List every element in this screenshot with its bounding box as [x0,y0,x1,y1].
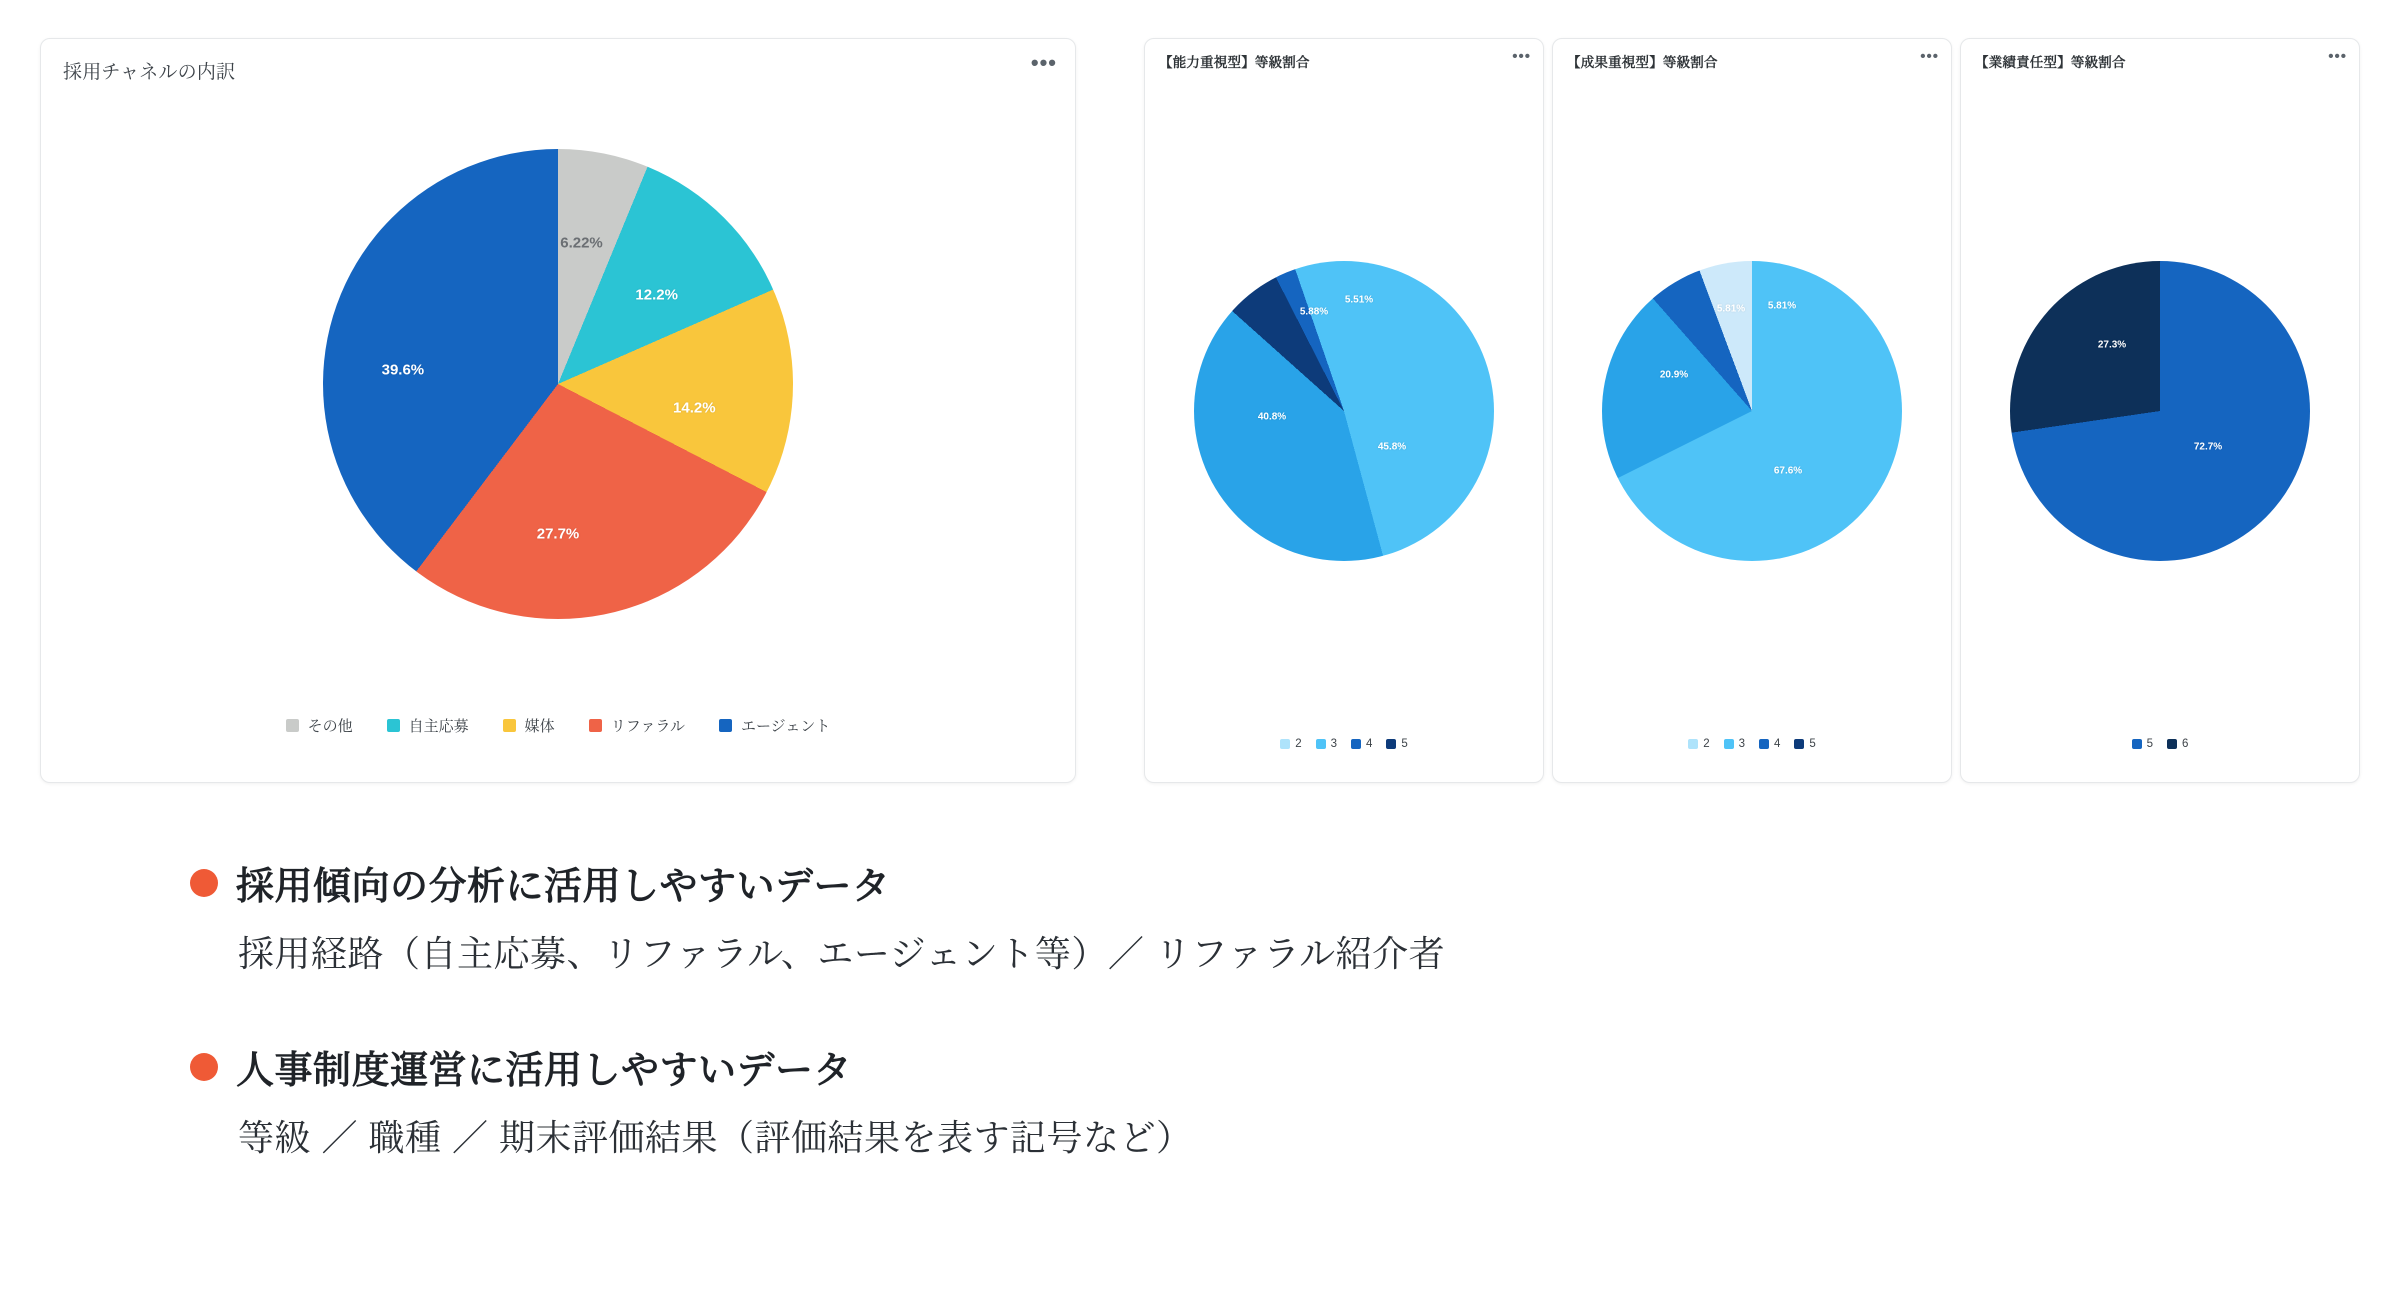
legend-label: リファラル [610,718,685,735]
charts-row [40,38,2360,783]
legend-label: エージェント [740,718,831,735]
slice-label-2: 45.8% [1377,441,1407,452]
note-block-hr-system [190,1039,2190,1161]
legend-item[interactable] [2132,738,2153,750]
note-block-recruiting [190,855,2190,977]
legend-item[interactable] [387,715,469,736]
pie-chart-grade-ability [1145,39,1543,782]
legend-swatch-icon [1794,739,1804,749]
slice-label-5: 5.51% [1344,294,1374,305]
legend-item[interactable] [2167,738,2188,750]
legend-swatch-icon [286,719,299,732]
legend-swatch-icon [1759,739,1769,749]
legend-item[interactable] [1759,738,1780,750]
legend-item[interactable] [589,715,685,736]
slice-label-4: 5.81% [1716,303,1746,314]
legend-label: 5 [1401,738,1408,750]
slice-label-media: 14.2% [673,399,716,416]
legend-grade-results [1553,738,1951,750]
legend-item[interactable] [1351,738,1372,750]
card-grade-results [1552,38,1952,783]
pie-graphic [1194,261,1494,561]
slice-label-self: 12.2% [635,286,678,304]
notes-section [190,855,2190,1223]
legend-swatch-icon [2167,739,2177,749]
slice-label-6: 27.3% [2097,339,2127,350]
legend-label: 2 [1703,738,1710,750]
legend-item[interactable] [1316,738,1337,750]
card-menu-icon[interactable]: ••• [2328,48,2347,65]
slice-label-3: 40.8% [1257,411,1287,422]
card-title: 【能力重視型】等級割合 [1159,55,1310,70]
bullet-dot-icon [190,1053,218,1081]
card-menu-icon[interactable]: ••• [1030,50,1057,75]
legend-swatch-icon [1724,739,1734,749]
slice-label-5: 5.81% [1767,300,1797,311]
card-menu-icon[interactable]: ••• [1920,48,1939,65]
note-heading [190,1039,2190,1094]
card-title: 【成果重視型】等級割合 [1567,55,1718,70]
legend-item[interactable] [503,715,555,736]
note-title: 採用傾向の分析に活用しやすいデータ [236,866,891,908]
note-body: 等級 ／ 職種 ／ 期末評価結果（評価結果を表す記号など） [238,1117,1193,1158]
legend-item[interactable] [1386,738,1407,750]
legend-swatch-icon [1386,739,1396,749]
legend-label: 媒体 [524,718,555,735]
legend-swatch-icon [503,719,516,732]
legend-item[interactable] [1794,738,1815,750]
card-grade-ability [1144,38,1544,783]
slice-label-5: 72.7% [2193,441,2223,452]
pie-graphic [1602,261,1902,561]
legend-swatch-icon [589,719,602,732]
slice-label-3: 20.9% [1659,369,1689,380]
legend-label: 自主応募 [408,718,469,735]
slice-label-2: 67.6% [1773,465,1803,476]
small-cards-group [1144,38,2360,783]
legend-label: 5 [1809,738,1816,750]
note-body: 採用経路（自主応募、リファラル、エージェント等）／ リファラル紹介者 [238,933,1446,974]
legend-label: 3 [1330,738,1337,750]
slice-label-other: 6.22% [560,234,603,252]
bullet-dot-icon [190,869,218,897]
card-grade-performance [1960,38,2360,783]
legend-swatch-icon [387,719,400,732]
legend-label: 4 [1774,738,1781,750]
card-title: 【業績責任型】等級割合 [1975,55,2126,70]
legend-label: 2 [1295,738,1302,750]
pie-graphic [2010,261,2310,561]
slice-label-agent: 39.6% [381,361,425,379]
pie-chart-grade-performance [1961,39,2359,782]
legend-item[interactable] [1688,738,1709,750]
card-recruiting-channels [40,38,1076,783]
legend-label: 3 [1738,738,1745,750]
legend-label: 6 [2182,738,2189,750]
note-title: 人事制度運営に活用しやすいデータ [236,1050,853,1092]
legend-item[interactable] [719,715,830,736]
legend-swatch-icon [1280,739,1290,749]
slice-label-referral: 27.7% [536,525,580,543]
legend-recruiting-channels [41,715,1075,736]
legend-grade-performance [1961,738,2359,750]
note-heading [190,855,2190,910]
pie-chart-recruiting-channels [41,149,1075,619]
card-menu-icon[interactable]: ••• [1512,48,1531,65]
pie-graphic [323,149,793,619]
pie-chart-grade-results [1553,39,1951,782]
legend-label: 5 [2146,738,2153,750]
card-title: 採用チャネルの内訳 [63,62,236,83]
legend-swatch-icon [1688,739,1698,749]
legend-swatch-icon [719,719,732,732]
legend-item[interactable] [286,715,353,736]
legend-item[interactable] [1280,738,1301,750]
legend-swatch-icon [1351,739,1361,749]
slice-label-4: 5.88% [1299,306,1329,317]
legend-swatch-icon [2132,739,2142,749]
legend-item[interactable] [1724,738,1745,750]
legend-label: その他 [307,718,353,735]
legend-swatch-icon [1316,739,1326,749]
legend-label: 4 [1366,738,1373,750]
legend-grade-ability [1145,738,1543,750]
